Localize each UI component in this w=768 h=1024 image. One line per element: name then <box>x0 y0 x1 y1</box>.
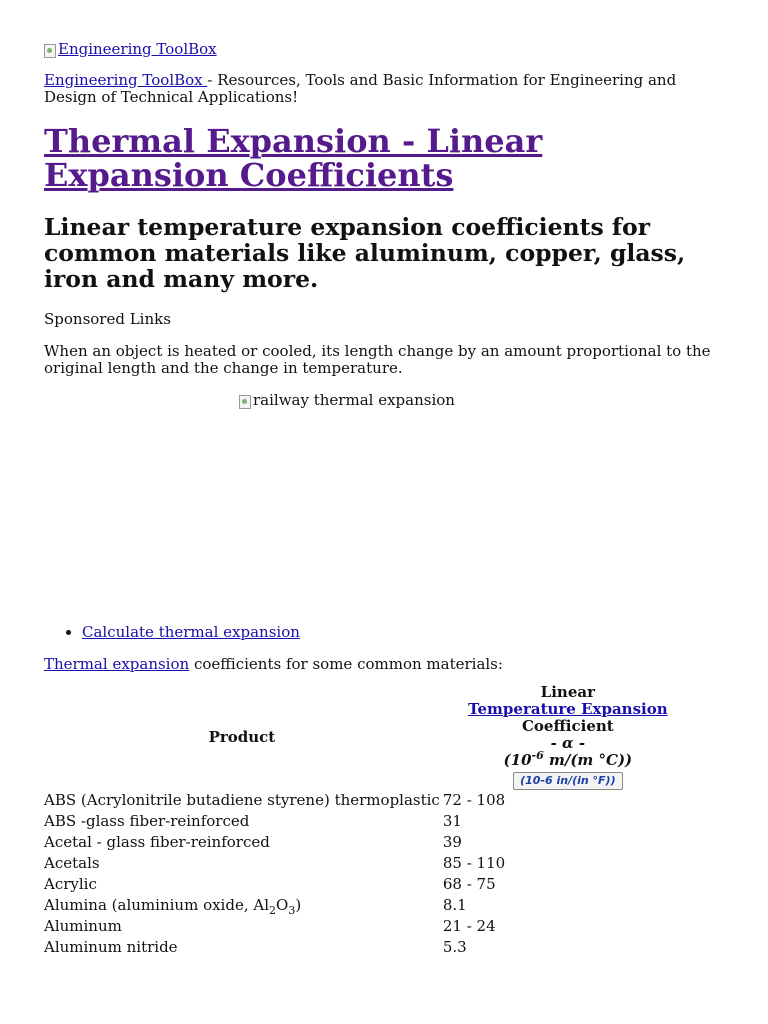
coefficients-intro-text: coefficients for some common materials: <box>189 655 503 673</box>
header-unit-suffix: m/(m °C)) <box>543 751 633 769</box>
page-subtitle: Linear temperature expansion coefficients for common materials like aluminum, copper, glass, iron and many more. <box>44 213 686 293</box>
product-mid: O <box>276 896 289 914</box>
cell-product: Acrylic <box>44 875 97 893</box>
broken-image-icon <box>239 395 251 409</box>
cell-product <box>44 895 440 916</box>
site-logo[interactable] <box>44 40 217 58</box>
related-links <box>44 622 300 642</box>
temperature-expansion-link[interactable]: Temperature Expansion <box>468 700 668 718</box>
table-row <box>44 937 693 958</box>
page-title[interactable] <box>44 124 724 192</box>
cell-product: ABS (Acrylonitrile butadiene styrene) thermoplastic <box>44 791 440 809</box>
subscript: 3 <box>288 904 296 917</box>
broken-image-icon <box>44 44 56 58</box>
product-suffix: ) <box>295 896 302 914</box>
cell-value: 21 - 24 <box>442 917 496 935</box>
cell-product: Acetals <box>44 854 100 872</box>
railway-image <box>239 391 455 409</box>
logo-link[interactable]: Engineering ToolBox <box>58 40 217 58</box>
cell-value: 68 - 75 <box>442 875 496 893</box>
site-tagline <box>44 72 724 106</box>
cell-value: 39 <box>442 833 462 851</box>
expansion-coefficients-table <box>41 684 696 958</box>
table-row <box>44 916 693 937</box>
cell-value: 85 - 110 <box>442 854 506 872</box>
calculate-thermal-expansion-link[interactable]: Calculate thermal expansion <box>82 623 300 641</box>
site-home-link[interactable]: Engineering ToolBox <box>44 71 208 89</box>
cell-value: 8.1 <box>442 896 467 914</box>
column-header-coefficient <box>443 684 693 790</box>
table-row <box>44 832 693 853</box>
cell-value: 31 <box>442 812 462 830</box>
list-item <box>82 622 300 642</box>
product-prefix: Alumina (aluminium oxide, Al <box>44 896 269 914</box>
table-row <box>44 853 693 874</box>
header-symbol: - α - <box>550 734 586 752</box>
cell-value: 5.3 <box>442 938 467 956</box>
column-header-product: Product <box>208 727 276 746</box>
header-linear: Linear <box>540 683 595 701</box>
cell-product: Aluminum <box>44 917 122 935</box>
header-unit-prefix: (10 <box>503 751 532 769</box>
railway-image-alt: railway thermal expansion <box>253 391 455 409</box>
cell-value: 72 - 108 <box>442 791 506 809</box>
table-row <box>44 811 693 832</box>
table-row <box>44 895 693 916</box>
cell-product: Acetal - glass fiber-reinforced <box>44 833 270 851</box>
thermal-expansion-link[interactable]: Thermal expansion <box>44 655 190 673</box>
cell-product: Aluminum nitride <box>44 938 178 956</box>
subscript: 2 <box>269 904 276 917</box>
header-unit-exponent: -6 <box>531 749 544 762</box>
coefficients-intro <box>44 655 503 673</box>
unit-toggle-button[interactable]: (10-6 in/(in °F)) <box>513 772 623 790</box>
tagline-text: - Resources, Tools and Basic Information for Engineering and Design of Technical Applications! <box>44 71 677 106</box>
sponsored-label: Sponsored Links <box>44 310 171 328</box>
page-title-link[interactable]: Thermal Expansion - Linear Expansion Coefficients <box>44 122 543 194</box>
table-row <box>44 874 693 895</box>
table-row <box>44 790 693 811</box>
intro-paragraph: When an object is heated or cooled, its length change by an amount proportional to the original length and the change in temperature. <box>44 342 711 377</box>
header-coefficient: Coefficient <box>521 717 614 735</box>
cell-product: ABS -glass fiber-reinforced <box>44 812 250 830</box>
